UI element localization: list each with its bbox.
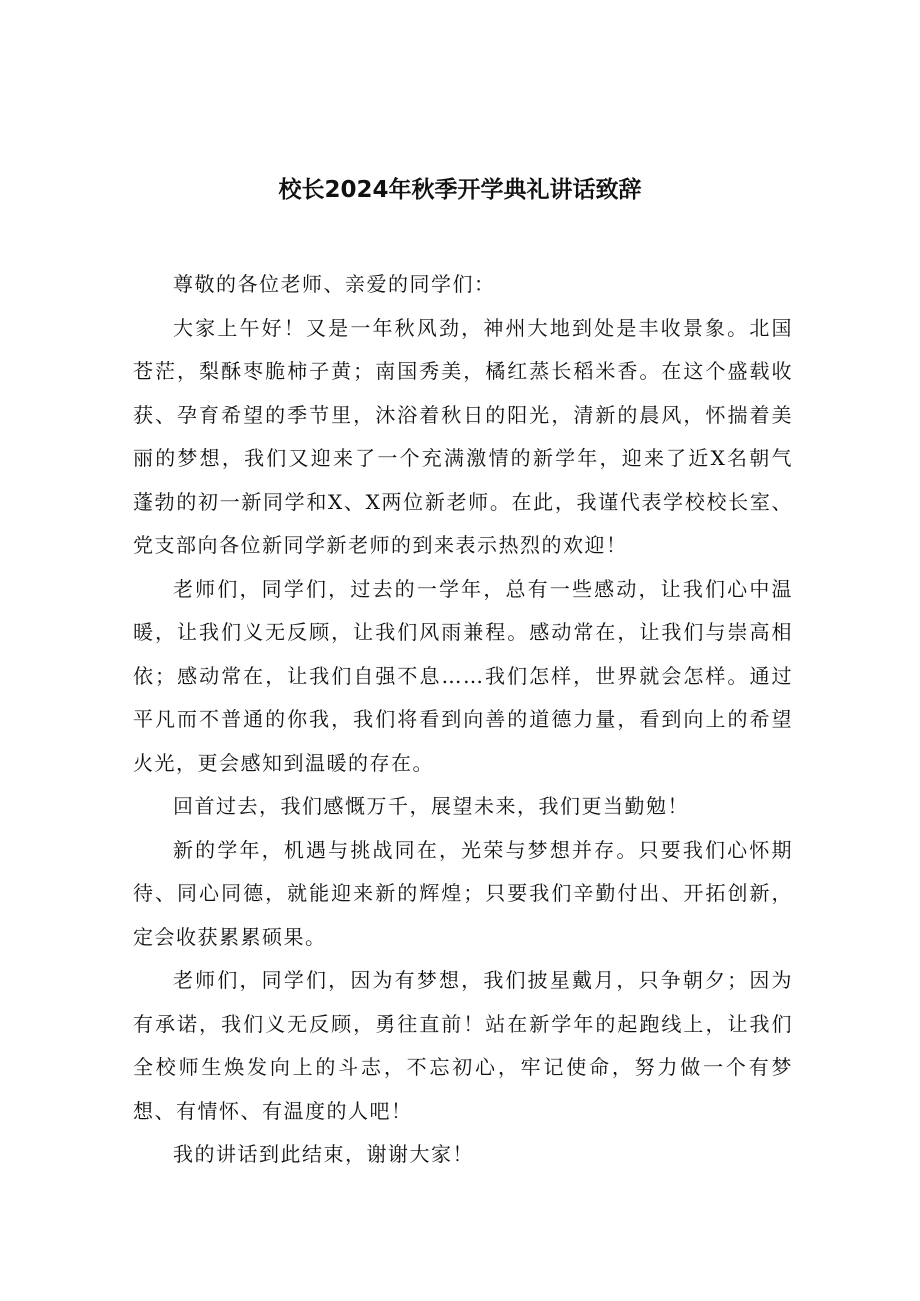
body-paragraph: 新的学年，机遇与挑战同在，光荣与梦想并存。只要我们心怀期待、同心同德，就能迎来新的辉煌；只要我们辛勤付出、开拓创新，定会收获累累硕果。 [133, 837, 793, 949]
body-paragraph: 大家上午好！又是一年秋风劲，神州大地到处是丰收景象。北国苍茫，梨酥枣脆柿子黄；南国秀美，橘红蒸长稻米香。在这个盛载收获、孕育希望的季节里，沐浴着秋日的阳光，清新的晨风，怀揣着美丽的梦想，我们又迎来了一个充满激情的新学年，迎来了近X名朝气蓬勃的初一新同学和X、X两位新老师。在此，我谨代表学校校长室、党支部向各位新同学新老师的到来表示热烈的欢迎！ [133, 315, 793, 557]
salutation-paragraph: 尊敬的各位老师、亲爱的同学们： [173, 272, 496, 296]
document-title: 校长2024年秋季开学典礼讲话致辞 [278, 177, 642, 203]
closing-paragraph: 我的讲话到此结束，谢谢大家！ [173, 1142, 474, 1166]
body-paragraph: 老师们，同学们，过去的一学年，总有一些感动，让我们心中温暖，让我们义无反顾，让我们风雨兼程。感动常在，让我们与崇高相依；感动常在，让我们自强不息……我们怎样，世界就会怎样。通过平凡而不普通的你我，我们将看到向善的道德力量，看到向上的希望火光，更会感知到温暖的存在。 [133, 576, 793, 775]
document-body [133, 263, 793, 1177]
body-paragraph: 老师们，同学们，因为有梦想，我们披星戴月，只争朝夕；因为有承诺，我们义无反顾，勇往直前！站在新学年的起跑线上，让我们全校师生焕发向上的斗志，不忘初心，牢记使命，努力做一个有梦想、有情怀、有温度的人吧！ [133, 968, 793, 1123]
body-paragraph: 回首过去，我们感慨万千，展望未来，我们更当勤勉！ [173, 794, 689, 818]
